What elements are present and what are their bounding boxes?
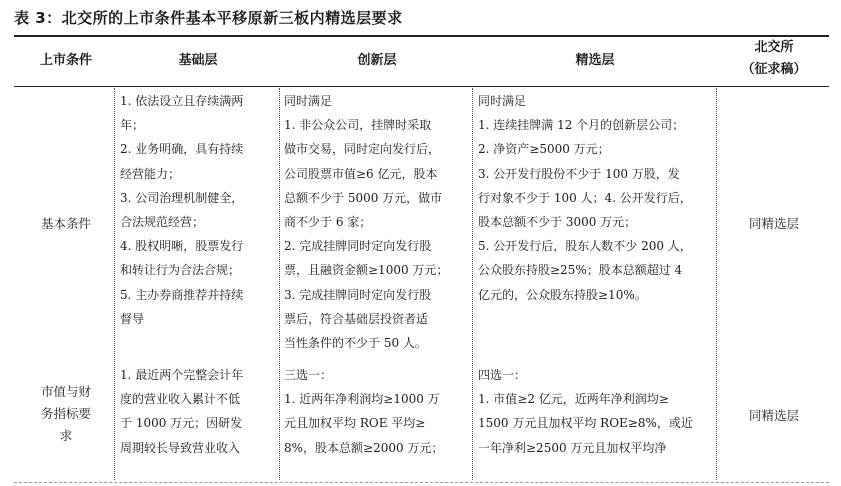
text-line: 1500 万元且加权平均 ROE≥8%，或近 [478, 416, 693, 431]
text-line: 3. 完成挂牌同时定向发行股 [284, 287, 432, 302]
text-line: 2. 业务明确，具有持续 [120, 142, 244, 157]
text-line: 票后，符合基础层投资者适 [284, 311, 429, 326]
text-line: 于 1000 万元；因研发 [120, 416, 243, 431]
text-line: 8%，股本总额≥2000 万元； [284, 440, 444, 455]
text-line: 股本总额不少于 3000 万元； [478, 215, 637, 230]
innovation-layer-conditions [284, 89, 470, 355]
header-listing-conditions: 上市条件 [39, 53, 92, 68]
text-line: 周期较长导致营业收入 [120, 440, 241, 455]
text-line: 行对象不少于 100 人；4. 公开发行后， [478, 190, 692, 205]
text-line: 求 [59, 428, 73, 443]
row-label-basic-conditions: 基本条件 [40, 216, 91, 231]
text-line: 票，且融资金额≥1000 万元； [284, 263, 449, 278]
header-basic-layer: 基础层 [178, 53, 218, 68]
select-layer-financial [478, 363, 714, 460]
row-label-market-financial [18, 381, 114, 447]
text-line: 4. 股权明晰，股票发行 [120, 239, 244, 254]
header-rule [14, 86, 829, 87]
text-line: 2. 净资产≥5000 万元； [478, 142, 610, 157]
text-line: 商不少于 6 家； [284, 215, 372, 230]
text-line: 四选一： [478, 368, 527, 382]
header-bse-line1: 北交所 [754, 40, 794, 55]
text-line: 做市交易，同时定向发行后， [284, 142, 441, 157]
top-rule [14, 35, 829, 37]
header-innovation-layer: 创新层 [357, 53, 397, 68]
text-line: 经营能力； [120, 166, 181, 181]
text-line: 三选一： [284, 368, 333, 382]
text-line: 当性条件的不少于 50 人。 [284, 336, 427, 351]
bse-financial: 同精选层 [748, 408, 799, 423]
header-select-layer: 精选层 [575, 53, 615, 68]
text-line: 1. 非公众公司，挂牌时采取 [284, 118, 432, 133]
text-line: 元且加权平均 ROE 平均≥ [284, 416, 426, 431]
column-divider [114, 88, 115, 480]
text-line: 1. 连续挂牌满 12 个月的创新层公司； [478, 118, 685, 133]
text-line: 公司股票市值≥6 亿元，股本 [284, 166, 438, 181]
text-line: 督导 [120, 311, 145, 326]
text-line: 3. 公开发行股份不少于 100 万股，发 [478, 166, 680, 181]
text-line: 年； [120, 118, 145, 133]
header-bse [720, 37, 828, 81]
column-divider [472, 88, 473, 480]
basic-layer-conditions [120, 89, 278, 331]
text-line: 1. 依法设立且存续满两 [120, 94, 244, 108]
text-line: 3. 公司治理机制健全， [120, 190, 244, 205]
text-line: 合法规范经营； [120, 215, 205, 230]
column-divider [716, 88, 717, 480]
text-line: 1. 最近两个完整会计年 [120, 368, 244, 382]
text-line: 一年净利≥2500 万元且加权平均净 [478, 440, 667, 455]
text-line: 同时满足 [478, 94, 527, 108]
column-divider [279, 88, 280, 480]
header-bse-line2: （征求稿） [741, 62, 807, 77]
text-line: 务指标要 [40, 406, 91, 421]
text-line: 度的营业收入累计不低 [120, 392, 241, 407]
text-line: 亿元的，公众股东持股≥10%。 [478, 287, 647, 302]
text-line: 和转让行为合法合规； [120, 263, 241, 278]
text-line: 1. 市值≥2 亿元，近两年净利润均≥ [478, 392, 669, 407]
select-layer-conditions [478, 89, 714, 307]
text-line: 5. 主办券商推荐并持续 [120, 287, 244, 302]
text-line: 2. 完成挂牌同时定向发行股 [284, 239, 432, 254]
innovation-layer-financial [284, 363, 470, 460]
text-line: 公众股东持股≥25%；股本总额超过 4 [478, 263, 683, 278]
text-line: 1. 近两年净利润均≥1000 万 [284, 392, 440, 407]
bse-basic-conditions: 同精选层 [748, 216, 799, 231]
text-line: 市值与财 [40, 384, 91, 399]
text-line: 5. 公开发行后，股东人数不少 200 人， [478, 239, 692, 254]
bottom-divider [14, 482, 829, 483]
text-line: 总额不少于 5000 万元，做市 [284, 190, 443, 205]
table-title: 表 3：北交所的上市条件基本平移原新三板内精选层要求 [14, 9, 403, 27]
text-line: 同时满足 [284, 94, 333, 108]
basic-layer-financial [120, 363, 278, 460]
